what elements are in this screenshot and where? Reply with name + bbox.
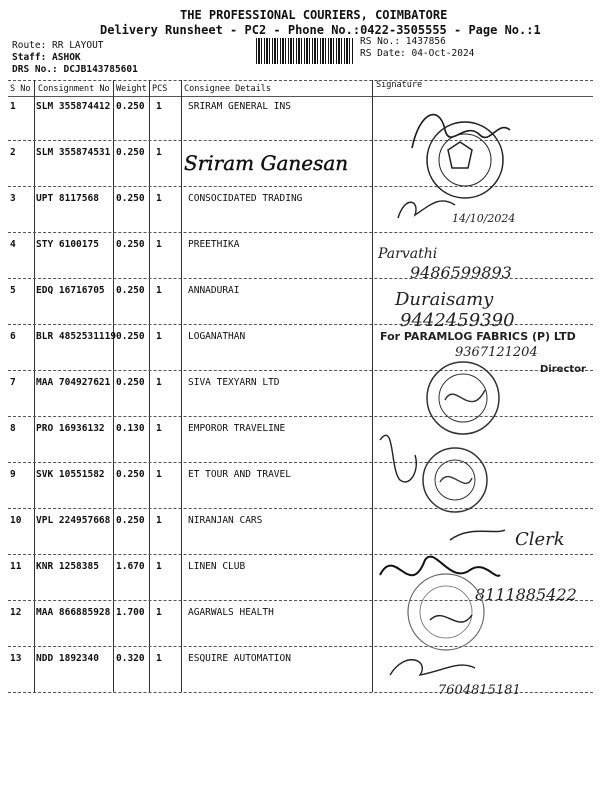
handwritten-phone: 7604815181 [438, 683, 521, 698]
row-weight: 0.250 [116, 515, 145, 526]
col-header-sno: S No [10, 84, 31, 94]
row-sno: 3 [10, 193, 16, 204]
row-weight: 0.250 [116, 285, 145, 296]
row-sno: 11 [10, 561, 22, 572]
signature-scribble [398, 201, 455, 218]
row-consignee: LINEN CLUB [188, 561, 246, 572]
row-consignee: ET TOUR AND TRAVEL [188, 469, 291, 480]
handwritten-name: Sriram Ganesan [184, 151, 349, 175]
runsheet-subtitle: Delivery Runsheet - PC2 - Phone No.:0422-3505555 - Page No.:1 [100, 23, 541, 37]
row-sno: 7 [10, 377, 16, 388]
row-pcs: 1 [156, 469, 162, 480]
company-seal [408, 574, 484, 650]
row-consignee: AGARWALS HEALTH [188, 607, 274, 618]
staff-label: Staff: ASHOK [12, 52, 81, 63]
row-weight: 0.250 [116, 331, 145, 342]
col-header-pcs: PCS [152, 84, 168, 94]
row-pcs: 1 [156, 331, 162, 342]
row-consignee: SIVA TEXYARN LTD [188, 377, 280, 388]
row-sno: 6 [10, 331, 16, 342]
company-title: THE PROFESSIONAL COURIERS, COIMBATORE [180, 8, 448, 22]
drs-number: DRS No.: DCJB143785601 [12, 64, 138, 75]
row-consignment: NDD 1892340 [36, 653, 99, 664]
col-header-consignee: Consignee Details [184, 84, 271, 94]
row-consignee: PREETHIKA [188, 239, 240, 250]
row-pcs: 1 [156, 147, 162, 158]
row-weight: 1.670 [116, 561, 145, 572]
handwritten-text: Clerk [515, 529, 565, 550]
stamp-title: Director [540, 364, 586, 375]
handwritten-phone: 9486599893 [410, 263, 512, 282]
row-sno: 13 [10, 653, 22, 664]
row-weight: 0.250 [116, 147, 145, 158]
row-consignee: NIRANJAN CARS [188, 515, 263, 526]
company-stamp: For PARAMLOG FABRICS (P) LTD [380, 330, 576, 343]
row-consignment: BLR 4852531119 [36, 331, 117, 342]
row-sno: 8 [10, 423, 16, 434]
row-pcs: 1 [156, 377, 162, 388]
row-pcs: 1 [156, 101, 162, 112]
row-sno: 4 [10, 239, 16, 250]
row-consignee: EMPOROR TRAVELINE [188, 423, 286, 434]
row-consignment: STY 6100175 [36, 239, 99, 250]
row-pcs: 1 [156, 285, 162, 296]
row-sno: 12 [10, 607, 22, 618]
row-weight: 0.250 [116, 469, 145, 480]
rs-date: RS Date: 04-Oct-2024 [360, 48, 475, 59]
signature-scribble [390, 660, 475, 675]
row-consignee: SRIRAM GENERAL INS [188, 101, 291, 112]
row-sno: 1 [10, 101, 16, 112]
row-consignment: SLM 355874412 [36, 101, 111, 112]
row-weight: 1.700 [116, 607, 145, 618]
row-consignment: EDQ 16716705 [36, 285, 105, 296]
row-pcs: 1 [156, 653, 162, 664]
row-weight: 0.250 [116, 377, 145, 388]
row-weight: 0.250 [116, 239, 145, 250]
handwritten-phone: 9442459390 [400, 310, 515, 331]
row-sno: 10 [10, 515, 22, 526]
handwritten-phone: 8111885422 [475, 585, 577, 604]
row-sno: 5 [10, 285, 16, 296]
row-sno: 9 [10, 469, 16, 480]
col-header-consignment: Consignment No [38, 84, 110, 94]
row-pcs: 1 [156, 607, 162, 618]
route-label: Route: RR LAYOUT [12, 40, 104, 51]
col-header-signature: Signature [376, 80, 423, 90]
row-pcs: 1 [156, 561, 162, 572]
row-consignment: SVK 10551582 [36, 469, 105, 480]
handwritten-name: Parvathi [378, 246, 438, 262]
row-consignment: KNR 1258385 [36, 561, 99, 572]
row-weight: 0.130 [116, 423, 145, 434]
row-consignment: MAA 704927621 [36, 377, 111, 388]
handwritten-phone: 9367121204 [455, 345, 538, 360]
company-seal [427, 362, 499, 434]
row-pcs: 1 [156, 423, 162, 434]
row-pcs: 1 [156, 193, 162, 204]
row-weight: 0.250 [116, 193, 145, 204]
row-weight: 0.320 [116, 653, 145, 664]
company-seal [427, 122, 503, 198]
row-consignee: LOGANATHAN [188, 331, 246, 342]
col-header-weight: Weight [116, 84, 147, 94]
row-pcs: 1 [156, 239, 162, 250]
row-consignment: PRO 16936132 [36, 423, 105, 434]
rs-number: RS No.: 1437856 [360, 36, 446, 47]
handwritten-date: 14/10/2024 [452, 212, 516, 225]
company-seal [423, 448, 487, 512]
row-consignment: VPL 224957668 [36, 515, 111, 526]
signature-scribble [380, 435, 416, 482]
row-pcs: 1 [156, 515, 162, 526]
row-consignment: MAA 866885928 [36, 607, 111, 618]
handwritten-name: Duraisamy [395, 289, 494, 310]
row-consignee: ESQUIRE AUTOMATION [188, 653, 291, 664]
row-consignment: UPT 8117568 [36, 193, 99, 204]
signature-scribble [450, 530, 505, 540]
row-weight: 0.250 [116, 101, 145, 112]
row-consignee: ANNADURAI [188, 285, 240, 296]
signature-scribble [380, 557, 500, 576]
row-consignment: SLM 355874531 [36, 147, 111, 158]
row-consignee: CONSOCIDATED TRADING [188, 193, 303, 204]
row-sno: 2 [10, 147, 16, 158]
